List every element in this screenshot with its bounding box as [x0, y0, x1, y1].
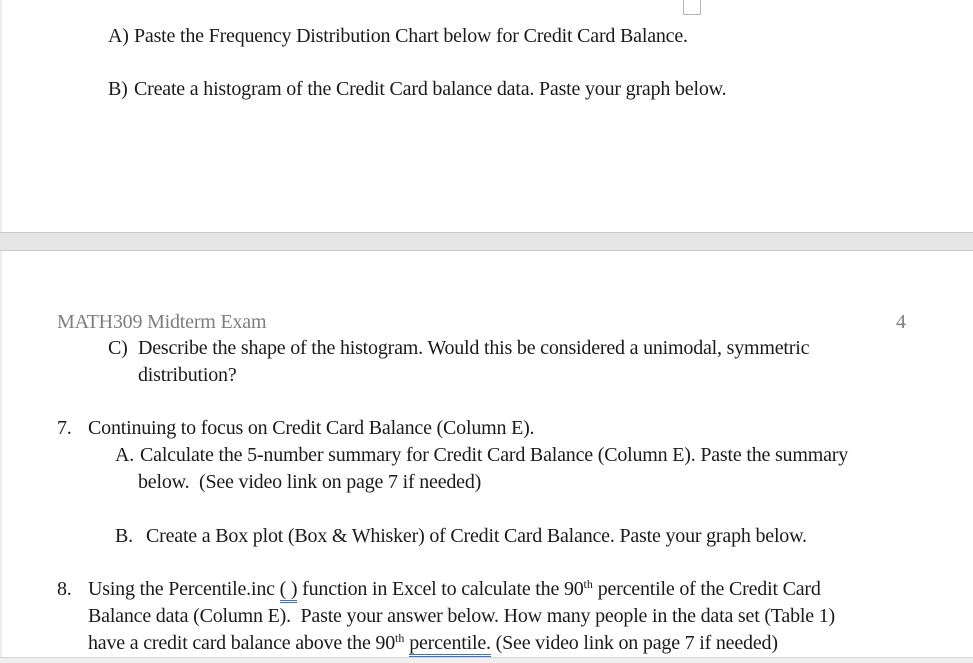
page-header-title: MATH309 Midterm Exam	[57, 311, 267, 333]
question-8-line-3: have a credit card balance above the 90th percentile. (See video link on page 7 if needed)	[88, 632, 778, 655]
page-left-edge	[0, 0, 2, 663]
question-a-line	[108, 25, 688, 48]
question-b-line	[108, 78, 726, 101]
square-placeholder-icon	[683, 0, 701, 15]
list-marker: 8.	[57, 578, 72, 600]
list-marker: 7.	[57, 417, 72, 439]
list-marker: A.	[115, 444, 135, 466]
list-marker: A)	[108, 25, 129, 47]
page-bottom-edge	[0, 657, 973, 663]
question-c-text-1: Describe the shape of the histogram. Would this be considered a unimodal, symmetric	[138, 337, 810, 359]
list-marker: B.	[115, 525, 133, 547]
question-7a-line-1	[115, 444, 848, 467]
question-7a-text-1: Calculate the 5-number summary for Credit Card Balance (Column E). Paste the summary	[140, 444, 849, 466]
list-marker: C)	[108, 337, 128, 359]
question-8-line-1	[57, 578, 821, 601]
question-7b-text: Create a Box plot (Box & Whisker) of Credit Card Balance. Paste your graph below.	[146, 525, 807, 547]
question-8-text-1: Using the Percentile.inc ( ) function in Excel to calculate the 90th percentile of the Credit Card	[88, 578, 821, 600]
question-8-line-2: Balance data (Column E). Paste your answer below. How many people in the data set (Table 1)	[88, 605, 836, 627]
question-a-text: Paste the Frequency Distribution Chart below for Credit Card Balance.	[134, 25, 688, 47]
question-7-text: Continuing to focus on Credit Card Balance (Column E).	[88, 417, 535, 439]
question-b-text: Create a histogram of the Credit Card balance data. Paste your graph below.	[134, 78, 727, 100]
question-c-line-2: distribution?	[138, 364, 237, 386]
list-marker: B)	[108, 78, 128, 100]
question-7b-line	[115, 525, 807, 548]
page-number: 4	[896, 311, 906, 333]
question-7a-line-2: below. (See video link on page 7 if needed)	[138, 471, 482, 493]
question-7-line	[57, 417, 534, 440]
page-break-separator	[0, 232, 973, 251]
question-c-line-1	[108, 337, 809, 360]
